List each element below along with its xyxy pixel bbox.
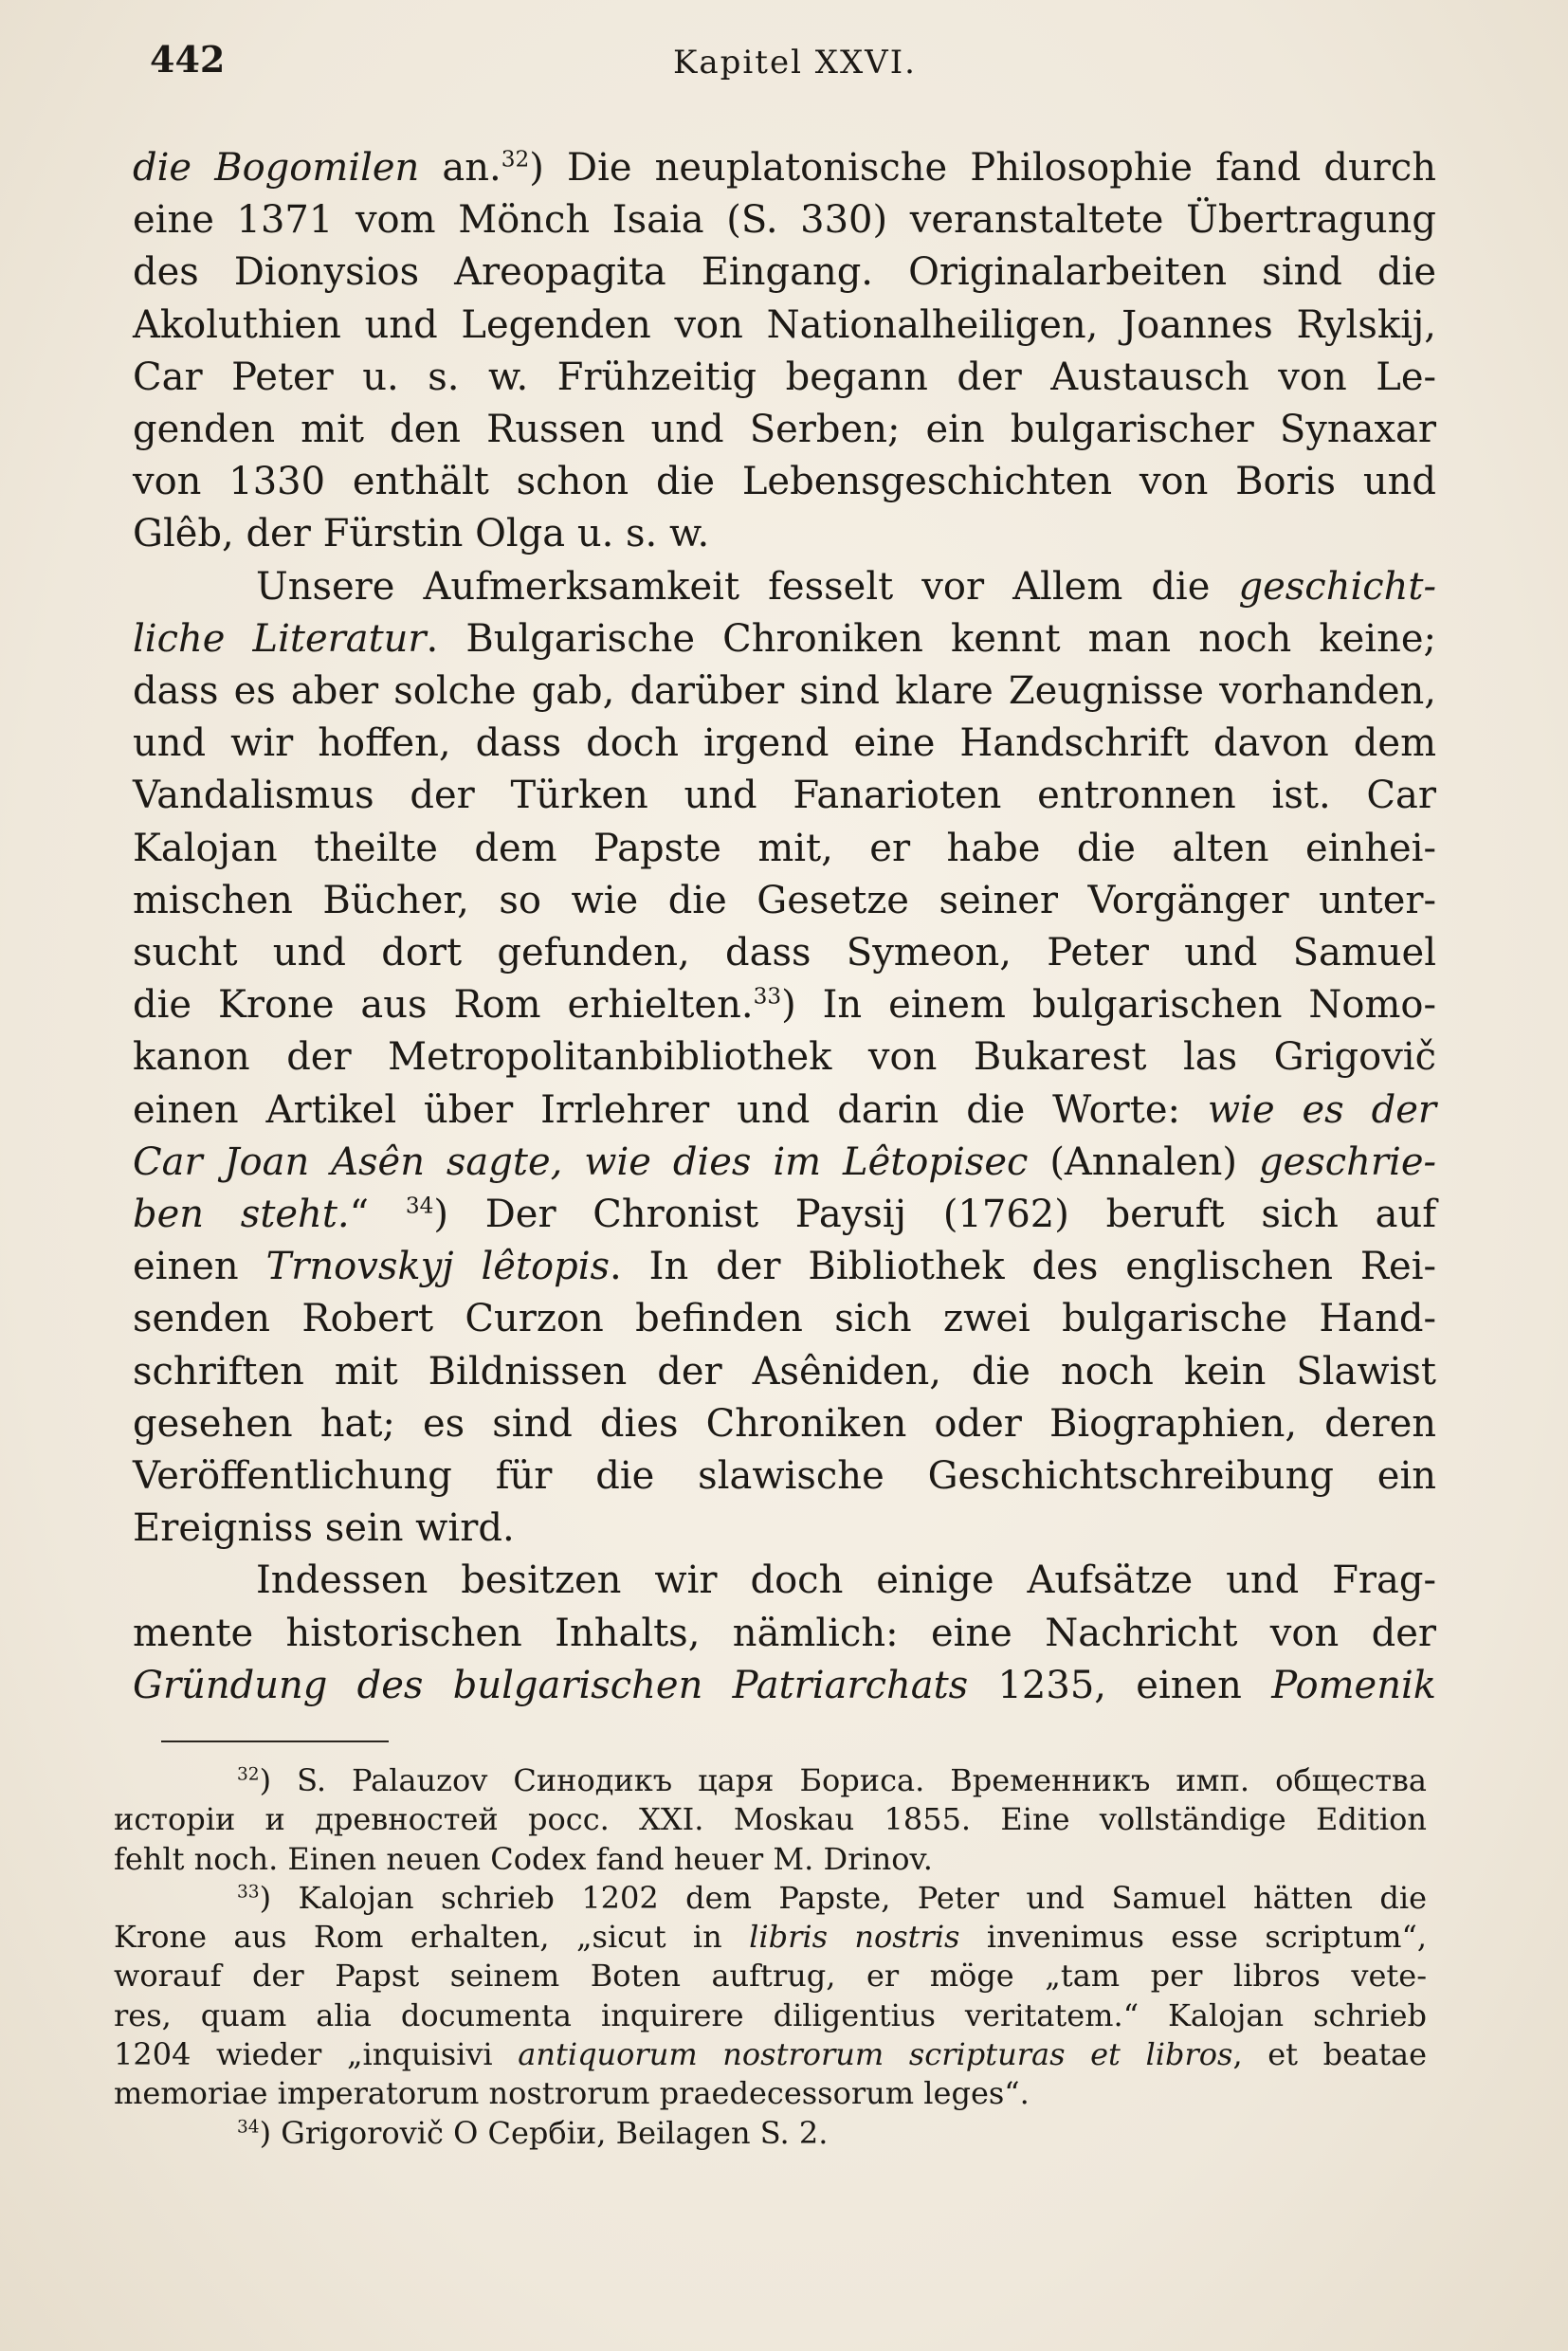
italic-term: Gründung des bulgarischen Patriarchats bbox=[133, 1663, 969, 1707]
italic-term: Pomenik bbox=[1271, 1663, 1436, 1707]
text-line: die Bogomilen an.$^{32}$) Die neuplatonische Philosophie fand durch bbox=[133, 146, 1436, 190]
footnote-ref: 33 bbox=[753, 983, 782, 1010]
footnote-number: 33 bbox=[237, 1882, 260, 1903]
text-line: einen Artikel über Irrlehrer und darin die Worte: wie es der bbox=[133, 1087, 1436, 1132]
footnotes bbox=[114, 1761, 1427, 2153]
italic-term: geschrie- bbox=[1258, 1139, 1437, 1184]
footnote-line: res, quam alia documenta inquirere diligentius veritatem.“ Kalojan schrieb bbox=[114, 1996, 1427, 2033]
paragraph-start: Unsere Aufmerksamkeit fesselt vor Allem die geschicht- bbox=[256, 564, 1436, 609]
italic-term: liche Literatur bbox=[133, 616, 427, 661]
text-line: senden Robert Curzon befinden sich zwei bulgarische Hand- bbox=[133, 1297, 1436, 1341]
footnote-line: worauf der Papst seinem Boten auftrug, er möge „tam per libros vete- bbox=[114, 1958, 1427, 1995]
footnote-number: 34 bbox=[237, 2117, 260, 2138]
text-line: mente historischen Inhalts, nämlich: eine Nachricht von der bbox=[133, 1611, 1436, 1655]
text-line: Ereigniss sein wird. bbox=[133, 1506, 515, 1551]
footnote-ref: 34 bbox=[405, 1193, 434, 1219]
text-line: schriften mit Bildnissen der Asêniden, die noch kein Slawist bbox=[133, 1349, 1436, 1394]
footnote-line: memoriae imperatorum nostrorum praedecessorum leges“. bbox=[114, 2075, 1030, 2112]
text-line: liche Literatur. Bulgarische Chroniken kennt man noch keine; bbox=[133, 616, 1436, 661]
text-line: gesehen hat; es sind dies Chroniken oder Biographien, deren bbox=[133, 1401, 1436, 1446]
text-line: dass es aber solche gab, darüber sind klare Zeugnisse vorhanden, bbox=[133, 669, 1436, 714]
italic-term: libris nostris bbox=[749, 1919, 960, 1956]
page-number: 442 bbox=[150, 38, 226, 81]
footnote-32: $^{32}$) S. Palauzov Синодикъ царя Бориса. Временникъ имп. общества bbox=[237, 1762, 1427, 1798]
footnote-line: исторіи и древностей росс. XXI. Moskau 1855. Eine vollständige Edition bbox=[114, 1801, 1427, 1838]
footnote-ref: 32 bbox=[501, 146, 530, 173]
text-line: genden mit den Russen und Serben; ein bulgarischer Synaxar bbox=[133, 408, 1436, 452]
text-line: eine 1371 vom Mönch Isaia (S. 330) veranstaltete Übertragung bbox=[133, 198, 1436, 243]
running-head: Kapitel XXVI. bbox=[673, 44, 917, 82]
text-line: sucht und dort gefunden, dass Symeon, Peter und Samuel bbox=[133, 931, 1436, 975]
footnote-34: $^{34}$) Grigorovič O Сербіи, Beilagen S. 2. bbox=[237, 2114, 829, 2151]
text-line: ben steht.“ $^{34}$) Der Chronist Paysij (1762) beruft sich auf bbox=[133, 1193, 1437, 1237]
footnote-line: 1204 wieder „inquisivi antiquorum nostrorum scripturas et libros, et beatae bbox=[114, 2036, 1428, 2073]
text-line: Vandalismus der Türken und Fanarioten entronnen ist. Car bbox=[133, 774, 1436, 818]
text-line: Kalojan theilte dem Papste mit, er habe die alten einhei- bbox=[133, 826, 1436, 870]
footnote-line: Krone aus Rom erhalten, „sicut in libris nostris invenimus esse scriptum“, bbox=[114, 1919, 1428, 1956]
text-line: des Dionysios Areopagita Eingang. Originalarbeiten sind die bbox=[133, 250, 1436, 295]
footnote-divider bbox=[161, 1740, 389, 1742]
italic-term: antiquorum nostrorum scripturas et libros bbox=[518, 2036, 1233, 2073]
text-line: mischen Bücher, so wie die Gesetze seiner Vorgänger unter- bbox=[133, 878, 1436, 922]
text-line: Gründung des bulgarischen Patriarchats 1235, einen Pomenik bbox=[133, 1663, 1436, 1707]
footnote-line: fehlt noch. Einen neuen Codex fand heuer M. Drinov. bbox=[114, 1840, 933, 1877]
italic-term: die Bogomilen bbox=[133, 146, 420, 190]
footnote-33: $^{33}$) Kalojan schrieb 1202 dem Papste, Peter und Samuel hätten die bbox=[237, 1879, 1427, 1916]
text-line: kanon der Metropolitanbibliothek von Bukarest las Grigovič bbox=[133, 1035, 1436, 1080]
italic-term: geschicht- bbox=[1238, 564, 1436, 609]
paragraph-start: Indessen besitzen wir doch einige Aufsätze und Frag- bbox=[256, 1558, 1436, 1603]
italic-term: ben steht. bbox=[133, 1193, 350, 1237]
page-header bbox=[142, 38, 1431, 104]
text-line: Veröffentlichung für die slawische Geschichtschreibung ein bbox=[133, 1454, 1436, 1499]
italic-term: Car Joan Asên sagte, wie dies im Lêtopisec bbox=[133, 1139, 1029, 1184]
footnote-number: 32 bbox=[237, 1764, 260, 1785]
text-line: Glêb, der Fürstin Olga u. s. w. bbox=[133, 512, 710, 556]
main-text bbox=[133, 142, 1436, 1712]
text-line: von 1330 enthält schon die Lebensgeschichten von Boris und bbox=[133, 460, 1436, 504]
text-line: einen Trnovskyj lêtopis. In der Bibliothek des englischen Rei- bbox=[133, 1245, 1437, 1289]
italic-term: Trnovskyj lêtopis bbox=[265, 1245, 611, 1289]
text-line: Car Peter u. s. w. Frühzeitig begann der Austausch von Le- bbox=[133, 355, 1436, 399]
text-line: Akoluthien und Legenden von Nationalheiligen, Joannes Rylskij, bbox=[133, 302, 1436, 347]
text-line: und wir hoffen, dass doch irgend eine Handschrift davon dem bbox=[133, 721, 1436, 766]
text-line: Car Joan Asên sagte, wie dies im Lêtopisec (Annalen) geschrie- bbox=[133, 1139, 1437, 1184]
text-line: die Krone aus Rom erhielten.$^{33}$) In einem bulgarischen Nomo- bbox=[133, 983, 1436, 1028]
italic-term: wie es der bbox=[1207, 1087, 1436, 1132]
